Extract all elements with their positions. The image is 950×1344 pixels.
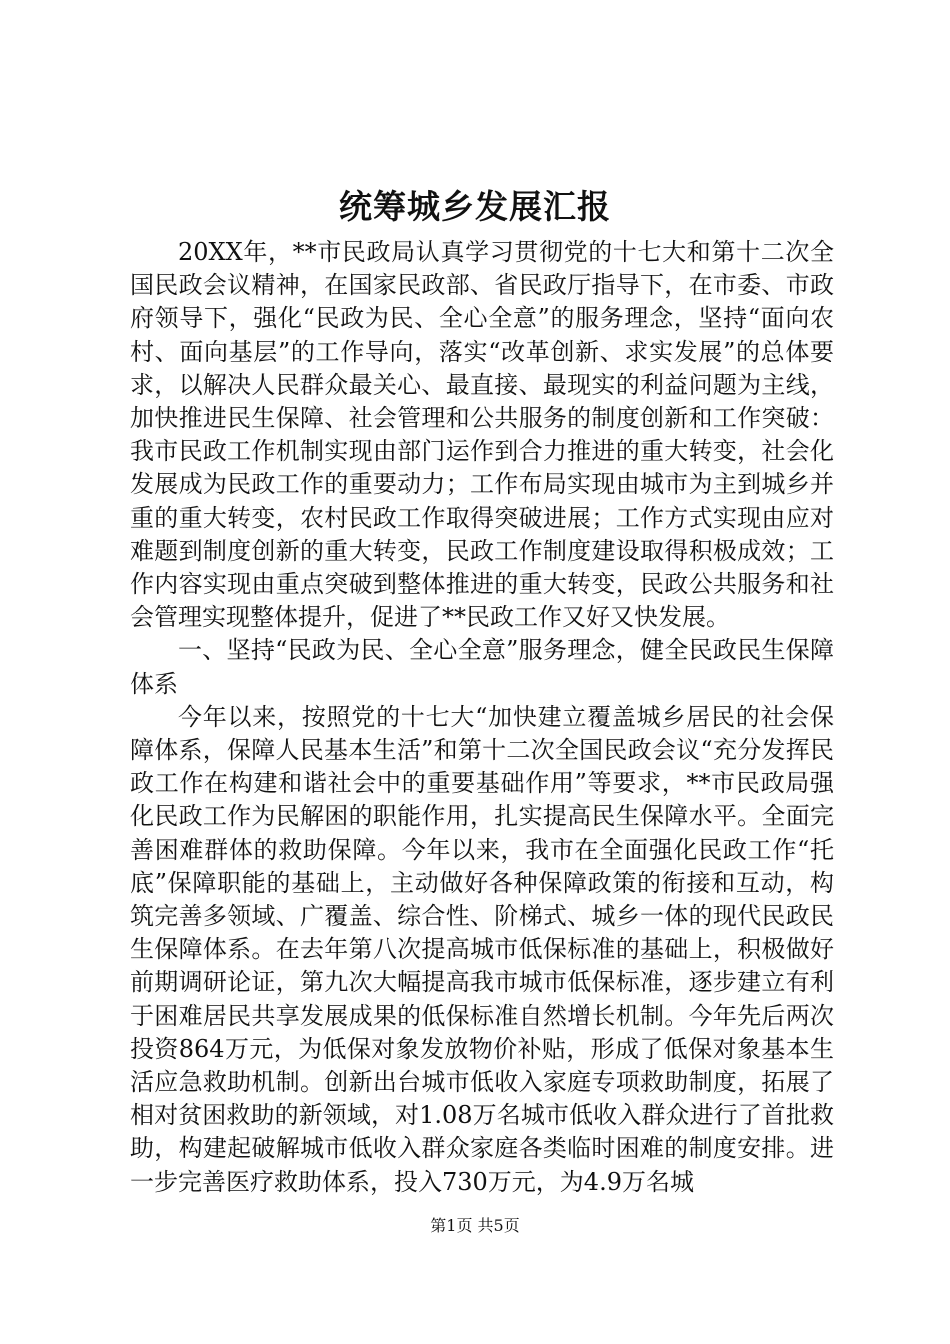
page-footer: 第1页 共5页 (430, 1216, 520, 1235)
page-title: 统筹城乡发展汇报 (339, 187, 611, 226)
paragraph-section-1: 今年以来，按照党的十七大“加快建立覆盖城乡居民的社会保障体系，保障人民基本生活”和第十二次全国民政会议“充分发挥民政工作在构建和谐社会中的重要基础作用”等要求，**市民政局强化民政工作为民解困的职能作用，扎实提高民生保障水平。全面完善困难群体的救助保障。今年以来，我市在全面强化民政工作“托底”保障职能的基础上，主动做好各种保障政策的衔接和互动，构筑完善多领域、广覆盖、综合性、阶梯式、城乡一体的现代民政民生保障体系。在去年第八次提高城市低保标准的基础上，积极做好前期调研论证，第九次大幅提高我市城市低保标准，逐步建立有利于困难居民共享发展成果的低保标准自然增长机制。今年先后两次投资864万元，为低保对象发放物价补贴，形成了低保对象基本生活应急救助机制。创新出台城市低收入家庭专项救助制度，拓展了相对贫困救助的新领域，对1.08万名城市低收入群众进行了首批救助，构建起破解城市低收入群众家庭各类临时困难的制度安排。进一步完善医疗救助体系，投入730万元，为4.9万名城 (130, 702, 834, 1196)
paragraph-intro: 20XX年，**市民政局认真学习贯彻党的十七大和第十二次全国民政会议精神，在国家民政部、省民政厅指导下，在市委、市政府领导下，强化“民政为民、全心全意”的服务理念，坚持“面向农村、面向基层”的工作导向，落实“改革创新、求实发展”的总体要求，以解决人民群众最关心、最直接、最现实的利益问题为主线，加快推进民生保障、社会管理和公共服务的制度创新和工作突破：我市民政工作机制实现由部门运作到合力推进的重大转变，社会化发展成为民政工作的重要动力；工作布局实现由城市为主到城乡并重的重大转变，农村民政工作取得突破进展；工作方式实现由应对难题到制度创新的重大转变，民政工作制度建设取得积极成效；工作内容实现由重点突破到整体推进的重大转变，民政公共服务和社会管理实现整体提升，促进了**民政工作又好又快发展。 (130, 238, 834, 632)
section-heading-1: 一、坚持“民政为民、全心全意”服务理念，健全民政民生保障体系 (130, 636, 834, 698)
document-body (130, 236, 834, 1199)
